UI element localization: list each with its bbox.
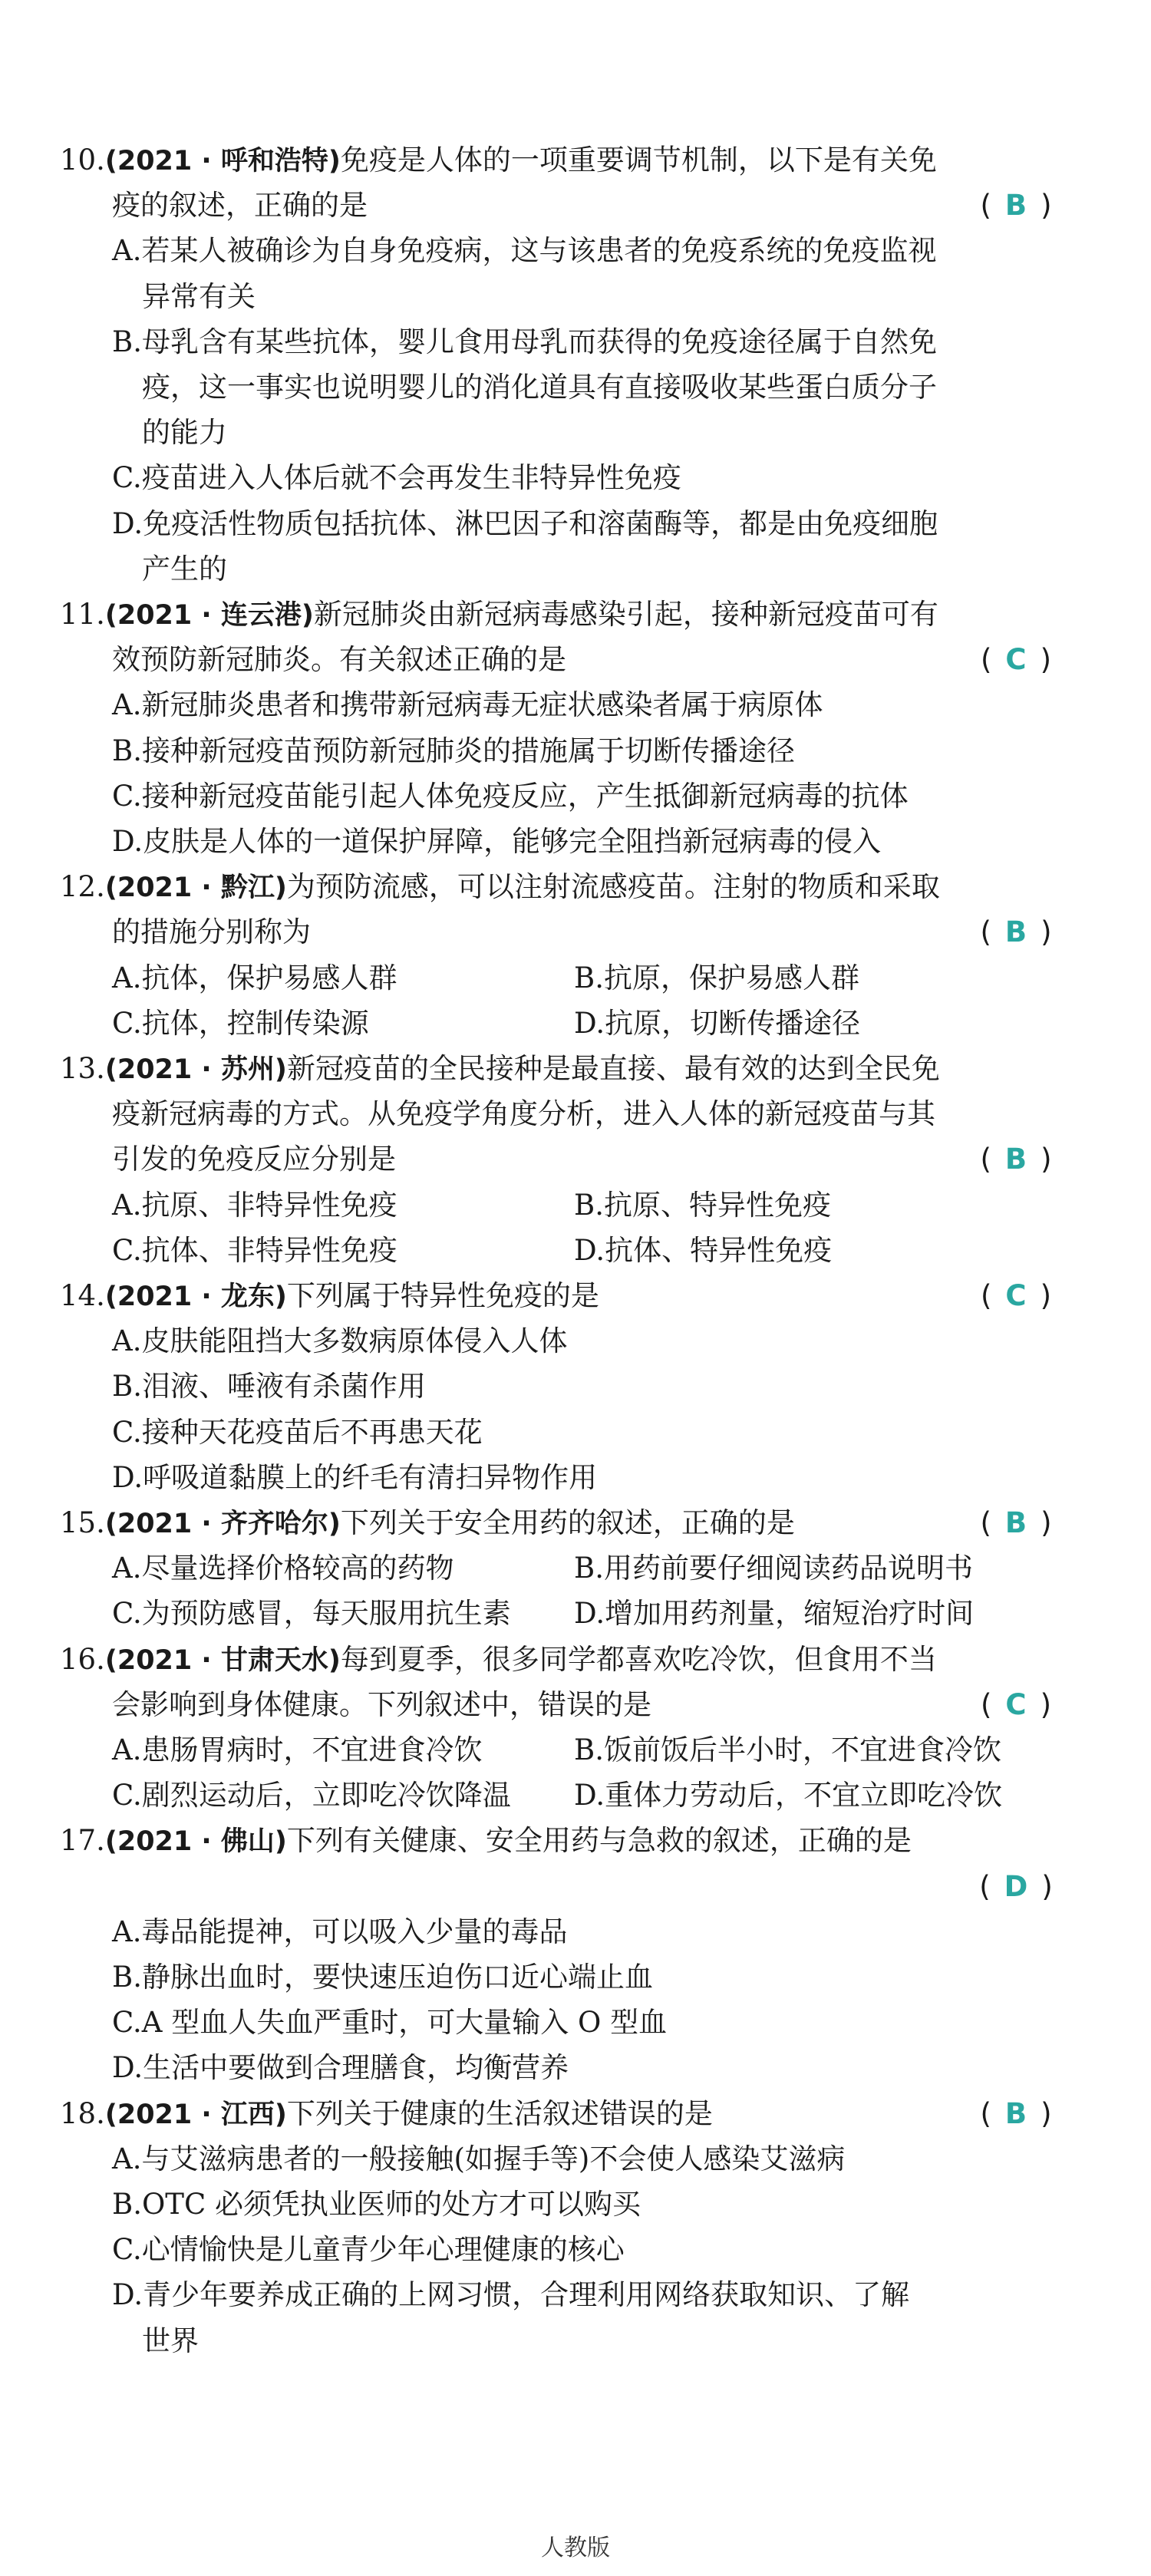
option-item: D.皮肤是人体的一道保护屏障，能够完全阻挡新冠病毒的侵入 — [112, 825, 882, 858]
answer-bracket — [948, 1687, 1083, 1723]
bracket-open: ( — [979, 1869, 991, 1903]
answer-bracket — [948, 1506, 1083, 1541]
question-stem-text: 为预防流感，可以注射流感疫苗。注射的物质和采取 — [286, 870, 940, 904]
option-continuation: 异常有关 — [142, 279, 256, 313]
question-stem-line: 的措施分别称为 — [112, 915, 311, 949]
option-item: A.抗体，保护易感人群 — [112, 961, 397, 994]
answer-letter: B — [1004, 1143, 1027, 1176]
bracket-close: ) — [1040, 1279, 1052, 1312]
question-stem-first-line — [60, 1642, 937, 1677]
bracket-open: ( — [980, 1143, 991, 1176]
question-stem-text: 免疫是人体的一项重要调节机制，以下是有关免 — [340, 143, 937, 176]
question-number: 13. — [60, 1052, 105, 1085]
option-item: C.为预防感冒，每天服用抗生素 — [112, 1597, 511, 1631]
option-item: C.接种天花疫苗后不再患天花 — [112, 1415, 483, 1449]
question-source: (2021 · 齐齐哈尔) — [104, 1509, 341, 1539]
question-stem-first-line — [60, 597, 938, 632]
answer-bracket — [948, 2096, 1083, 2132]
option-continuation: 疫，这一事实也说明婴儿的消化道具有直接吸收某些蛋白质分子 — [142, 371, 937, 404]
answer-bracket — [948, 642, 1083, 678]
option-item: B.泪液、唾液有杀菌作用 — [112, 1370, 426, 1403]
bracket-open: ( — [980, 643, 992, 677]
question-source: (2021 · 甘肃天水) — [104, 1644, 341, 1676]
question-source: (2021 · 佛山) — [104, 1826, 287, 1858]
question-stem-line: 效预防新冠肺炎。有关叙述正确的是 — [112, 643, 566, 677]
option-item: C.接种新冠疫苗能引起人体免疫反应，产生抵御新冠病毒的抗体 — [112, 779, 909, 813]
option-item: A.若某人被确诊为自身免疫病，这与该患者的免疫系统的免疫监视 — [112, 234, 937, 268]
question-stem-first-line — [60, 1051, 940, 1087]
question-number: 16. — [60, 1642, 105, 1676]
option-item: B.用药前要仔细阅读药品说明书 — [574, 1552, 973, 1585]
option-item: D.抗原，切断传播途径 — [574, 1006, 861, 1040]
question-stem-line: 会影响到身体健康。下列叙述中，错误的是 — [112, 1687, 651, 1721]
question-source: (2021 · 连云港) — [104, 600, 314, 631]
answer-letter: D — [1004, 1869, 1028, 1903]
answer-bracket — [948, 1278, 1083, 1314]
bracket-open: ( — [980, 2096, 991, 2130]
option-item: B.接种新冠疫苗预防新冠肺炎的措施属于切断传播途径 — [112, 734, 795, 767]
option-item: A.患肠胃病时，不宜进食冷饮 — [112, 1733, 483, 1766]
option-item: B.饭前饭后半小时，不宜进食冷饮 — [574, 1733, 1001, 1766]
bracket-close: ) — [1041, 915, 1052, 949]
question-stem-first-line — [60, 1506, 795, 1541]
question-number: 14. — [60, 1279, 105, 1312]
option-item: A.新冠肺炎患者和携带新冠病毒无症状感染者属于病原体 — [112, 688, 823, 722]
bracket-close: ) — [1041, 1143, 1052, 1176]
answer-bracket — [948, 915, 1083, 950]
bracket-close: ) — [1040, 643, 1052, 677]
bracket-open: ( — [980, 1279, 992, 1312]
option-item: A.毒品能提神，可以吸入少量的毒品 — [112, 1915, 568, 1948]
option-item: A.尽量选择价格较高的药物 — [112, 1552, 454, 1585]
bracket-close: ) — [1041, 189, 1052, 223]
question-number: 10. — [60, 143, 105, 176]
question-stem-text: 新冠疫苗的全民接种是最直接、最有效的达到全民免 — [286, 1052, 940, 1085]
option-item: A.抗原、非特异性免疫 — [112, 1188, 397, 1222]
question-number: 11. — [60, 598, 105, 631]
page-footer: 人教版 — [541, 2535, 610, 2561]
answer-bracket — [948, 188, 1083, 223]
bracket-open: ( — [980, 1506, 991, 1539]
question-stem-text: 下列关于健康的生活叙述错误的是 — [286, 2096, 713, 2130]
answer-letter: B — [1004, 189, 1027, 223]
option-item: B.OTC 必须凭执业医师的处方才可以购买 — [112, 2188, 641, 2221]
question-stem-first-line — [60, 143, 937, 178]
option-item: C.疫苗进入人体后就不会再发生非特异性免疫 — [112, 461, 681, 495]
bracket-close: ) — [1041, 2096, 1052, 2130]
option-item: C.A 型血人失血严重时，可大量输入 O 型血 — [112, 2006, 668, 2040]
answer-letter: C — [1005, 1687, 1027, 1721]
bracket-open: ( — [980, 189, 991, 223]
answer-letter: B — [1004, 915, 1027, 949]
question-stem-first-line — [60, 869, 940, 905]
question-stem-text: 下列有关健康、安全用药与急救的叙述，正确的是 — [286, 1824, 912, 1858]
question-stem-first-line — [60, 2096, 713, 2132]
question-stem-first-line — [60, 1823, 912, 1859]
question-stem-line: 疫的叙述，正确的是 — [112, 189, 368, 223]
bracket-close: ) — [1041, 1869, 1053, 1903]
option-item: D.生活中要做到合理膳食，均衡营养 — [112, 2051, 569, 2085]
answer-bracket — [948, 1142, 1083, 1177]
question-source: (2021 · 江西) — [104, 2099, 287, 2130]
question-stem-text: 新冠肺炎由新冠病毒感染引起，接种新冠疫苗可有 — [313, 598, 938, 631]
question-stem-first-line — [60, 1278, 599, 1314]
question-stem-text: 每到夏季，很多同学都喜欢吃冷饮，但食用不当 — [340, 1642, 937, 1676]
option-item: D.青少年要养成正确的上网习惯，合理利用网络获取知识、了解 — [112, 2278, 910, 2312]
option-item: B.抗原，保护易感人群 — [574, 961, 859, 994]
answer-letter: B — [1004, 2096, 1027, 2130]
answer-bracket — [948, 1869, 1083, 1905]
option-item: A.与艾滋病患者的一般接触(如握手等)不会使人感染艾滋病 — [112, 2142, 846, 2175]
question-stem-text: 下列关于安全用药的叙述，正确的是 — [340, 1506, 795, 1539]
option-continuation: 的能力 — [142, 416, 227, 450]
option-item: B.静脉出血时，要快速压迫伤口近心端止血 — [112, 1961, 653, 1994]
bracket-open: ( — [980, 915, 991, 949]
question-number: 12. — [60, 870, 105, 904]
question-source: (2021 · 龙东) — [104, 1281, 287, 1312]
question-source: (2021 · 苏州) — [104, 1054, 287, 1085]
question-number: 17. — [60, 1824, 105, 1858]
option-continuation: 产生的 — [142, 552, 227, 585]
bracket-open: ( — [980, 1687, 992, 1721]
option-item: C.抗体，控制传染源 — [112, 1006, 369, 1040]
option-item: C.抗体、非特异性免疫 — [112, 1233, 397, 1267]
option-item: D.重体力劳动后，不宜立即吃冷饮 — [574, 1779, 1003, 1812]
question-stem-text: 下列属于特异性免疫的是 — [286, 1279, 599, 1312]
answer-letter: C — [1005, 1279, 1027, 1312]
option-item: D.呼吸道黏膜上的纤毛有清扫异物作用 — [112, 1460, 598, 1494]
question-number: 15. — [60, 1506, 105, 1539]
bracket-close: ) — [1041, 1506, 1052, 1539]
question-source: (2021 · 黔江) — [104, 872, 287, 904]
option-item: D.增加用药剂量，缩短治疗时间 — [574, 1597, 975, 1631]
question-source: (2021 · 呼和浩特) — [104, 146, 341, 176]
question-number: 18. — [60, 2096, 105, 2130]
option-item: A.皮肤能阻挡大多数病原体侵入人体 — [112, 1324, 568, 1358]
question-stem-line: 引发的免疫反应分别是 — [112, 1143, 396, 1176]
answer-letter: C — [1005, 643, 1027, 677]
question-stem-line: 疫新冠病毒的方式。从免疫学角度分析，进入人体的新冠疫苗与其 — [112, 1097, 935, 1131]
option-item: C.心情愉快是儿童青少年心理健康的核心 — [112, 2233, 625, 2267]
option-item: C.剧烈运动后，立即吃冷饮降温 — [112, 1779, 511, 1812]
option-item: D.抗体、特异性免疫 — [574, 1233, 833, 1267]
bracket-close: ) — [1040, 1687, 1052, 1721]
option-item: D.免疫活性物质包括抗体、淋巴因子和溶菌酶等，都是由免疫细胞 — [112, 506, 938, 540]
option-item: B.母乳含有某些抗体，婴儿食用母乳而获得的免疫途径属于自然免 — [112, 325, 937, 358]
answer-letter: B — [1004, 1506, 1027, 1539]
option-continuation: 世界 — [142, 2324, 199, 2357]
option-item: B.抗原、特异性免疫 — [574, 1188, 831, 1222]
